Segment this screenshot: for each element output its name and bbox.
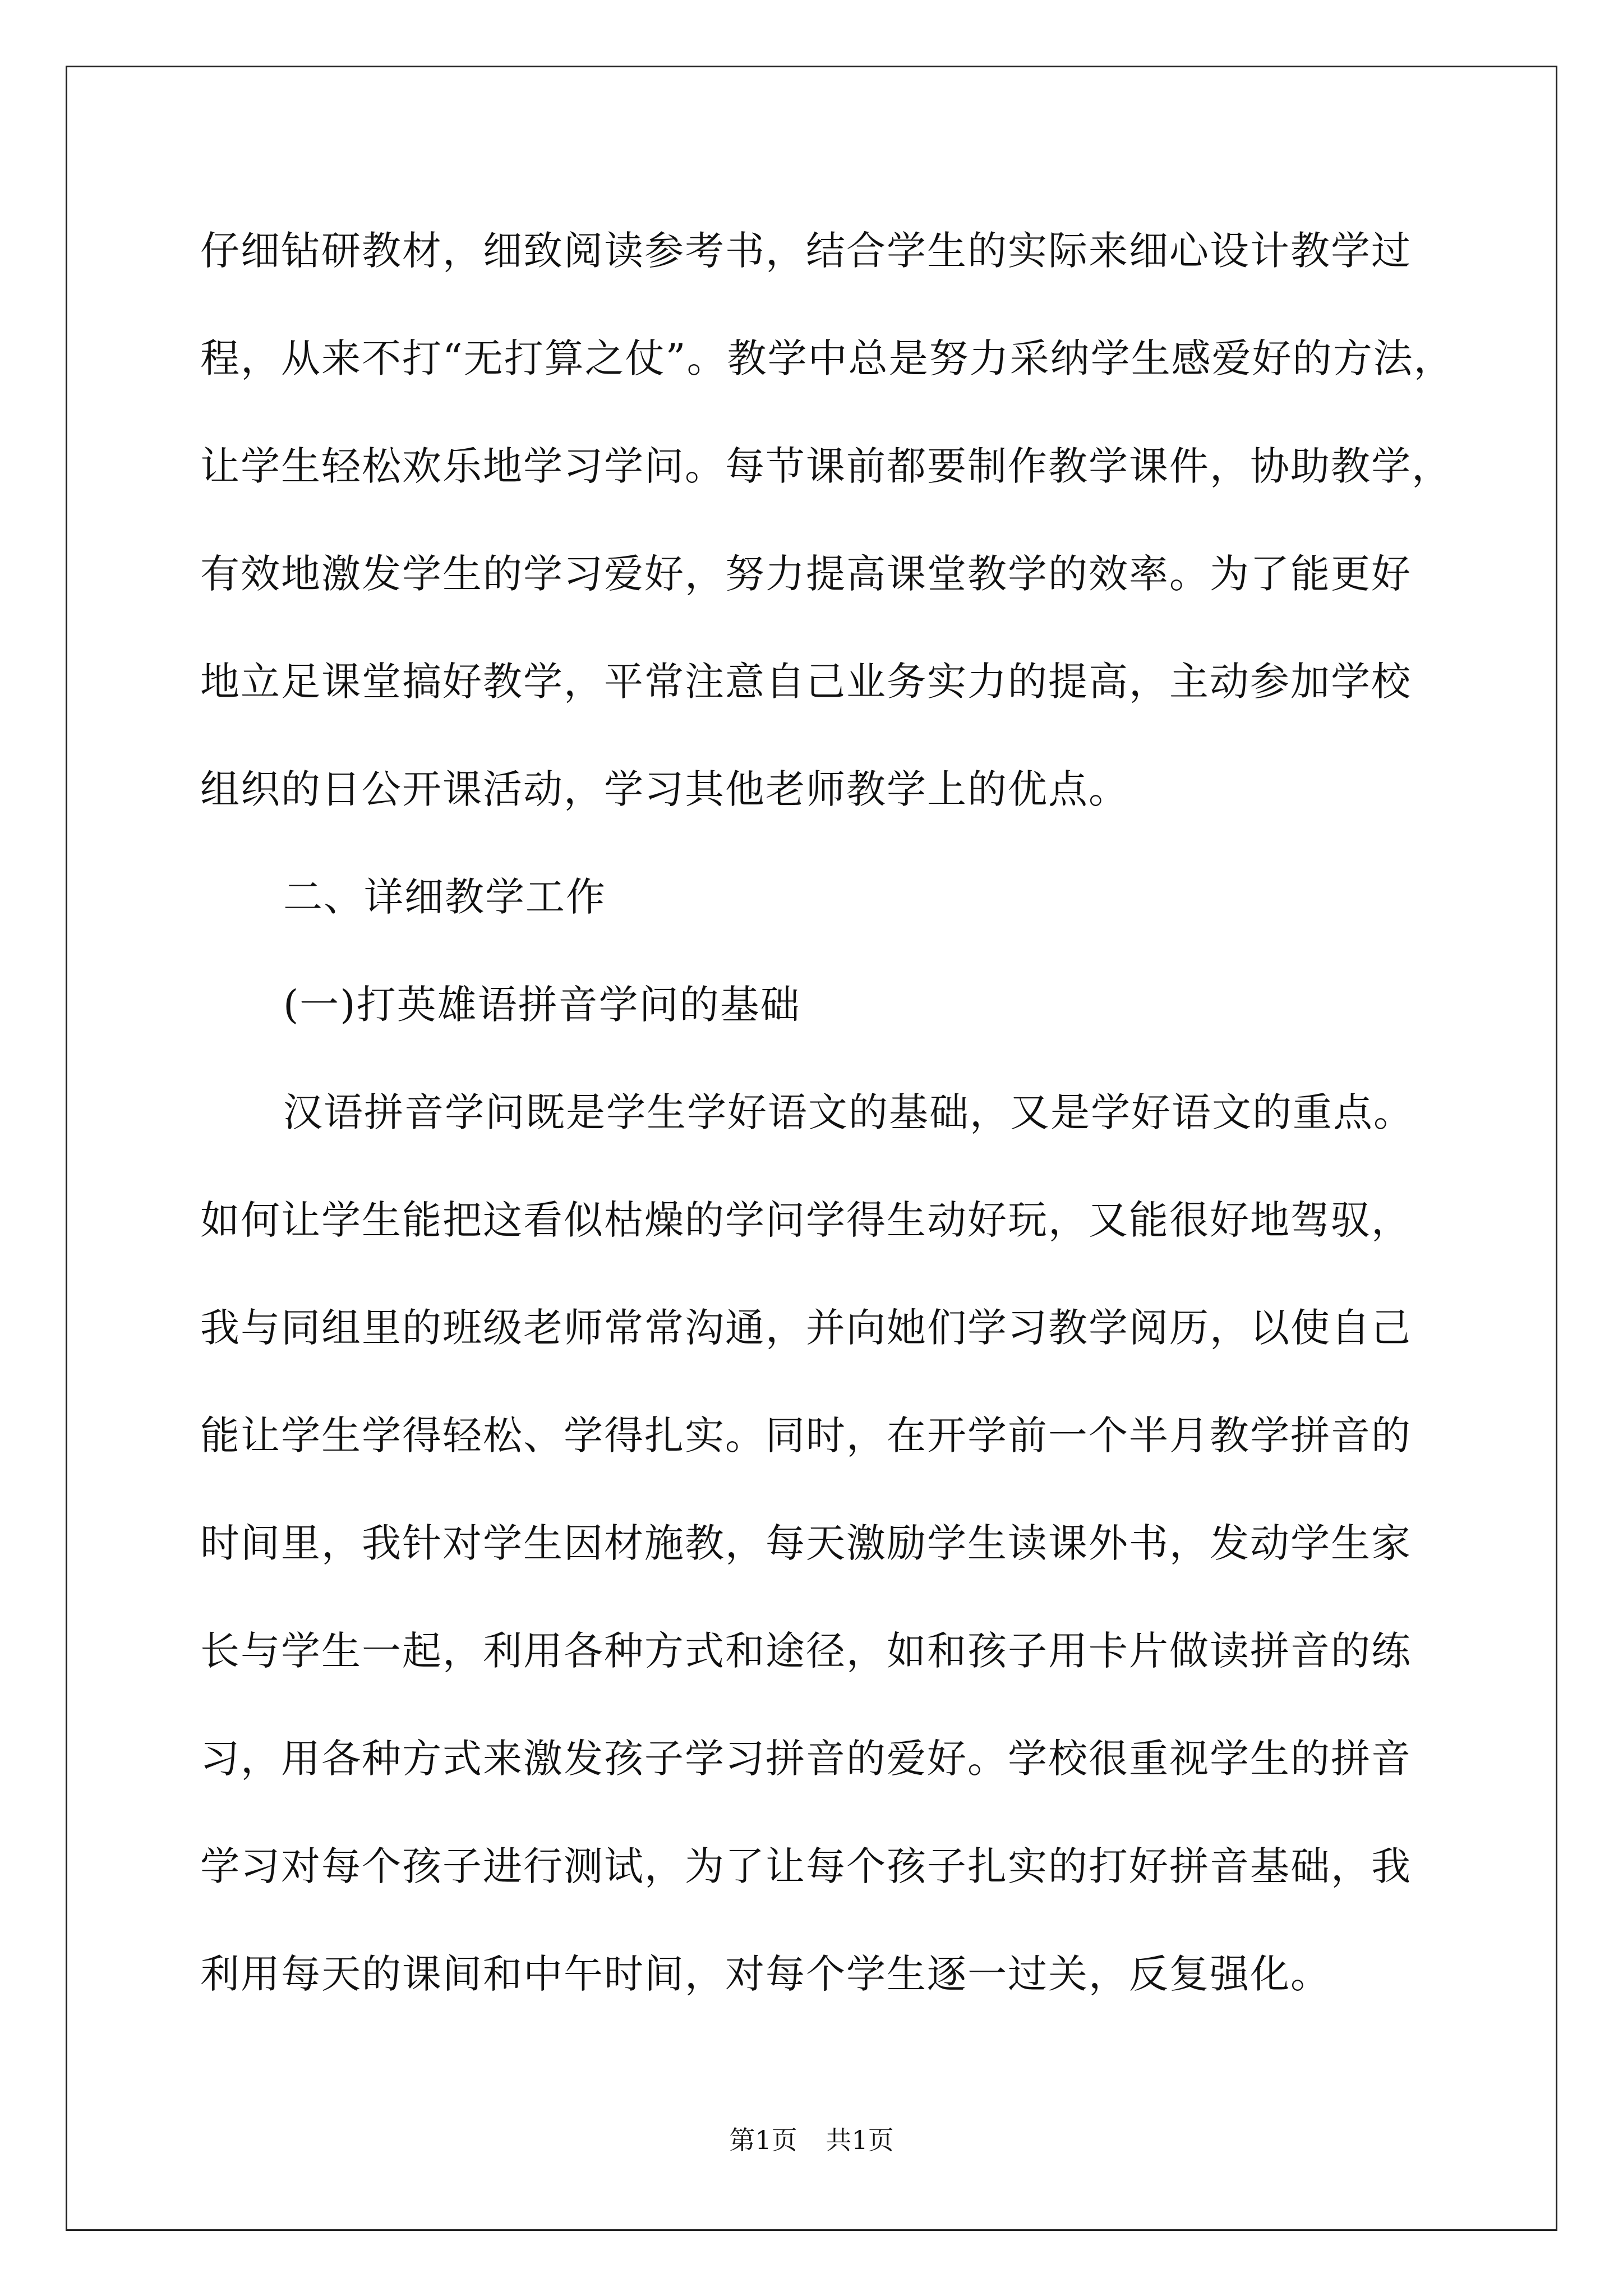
- text-line: 程，从来不打“无打算之仗”。教学中总是努力采纳学生感爱好的方法，: [200, 335, 1454, 381]
- text-line: 学习对每个孩子进行测试，为了让每个孩子扎实的打好拼音基础，我: [200, 1843, 1412, 1889]
- text-line: 仔细钻研教材，细致阅读参考书，结合学生的实际来细心设计教学过: [200, 228, 1412, 274]
- text-line: 汉语拼音学问既是学生学好语文的基础，又是学好语文的重点。: [283, 1089, 1414, 1135]
- page-footer: [0, 2123, 1623, 2157]
- page-number-total: 共1页: [826, 2125, 894, 2155]
- section-heading: 二、详细教学工作: [283, 874, 606, 920]
- page-frame: [66, 66, 1557, 2231]
- text-line: 利用每天的课间和中午时间，对每个学生逐一过关，反复强化。: [200, 1951, 1331, 1997]
- page-number-current: 第1页: [729, 2125, 797, 2155]
- text-line: 让学生轻松欢乐地学习学问。每节课前都要制作教学课件，协助教学，: [200, 443, 1452, 489]
- text-line: 能让学生学得轻松、学得扎实。同时，在开学前一个半月教学拼音的: [200, 1412, 1412, 1458]
- subsection-heading: (一)打英雄语拼音学问的基础: [283, 982, 801, 1028]
- text-line: 我与同组里的班级老师常常沟通，并向她们学习教学阅历，以使自己: [200, 1305, 1412, 1351]
- text-line: 有效地激发学生的学习爱好，努力提高课堂教学的效率。为了能更好: [200, 551, 1412, 597]
- text-line: 长与学生一起，利用各种方式和途径，如和孩子用卡片做读拼音的练: [200, 1628, 1412, 1674]
- text-line: 组织的日公开课活动，学习其他老师教学上的优点。: [200, 766, 1129, 812]
- text-line: 如何让学生能把这看似枯燥的学问学得生动好玩，又能很好地驾驭，: [200, 1197, 1412, 1243]
- text-line: 地立足课堂搞好教学，平常注意自己业务实力的提高，主动参加学校: [200, 659, 1412, 705]
- text-line: 习，用各种方式来激发孩子学习拼音的爱好。学校很重视学生的拼音: [200, 1736, 1412, 1782]
- text-line: 时间里，我针对学生因材施教，每天激励学生读课外书，发动学生家: [200, 1520, 1412, 1566]
